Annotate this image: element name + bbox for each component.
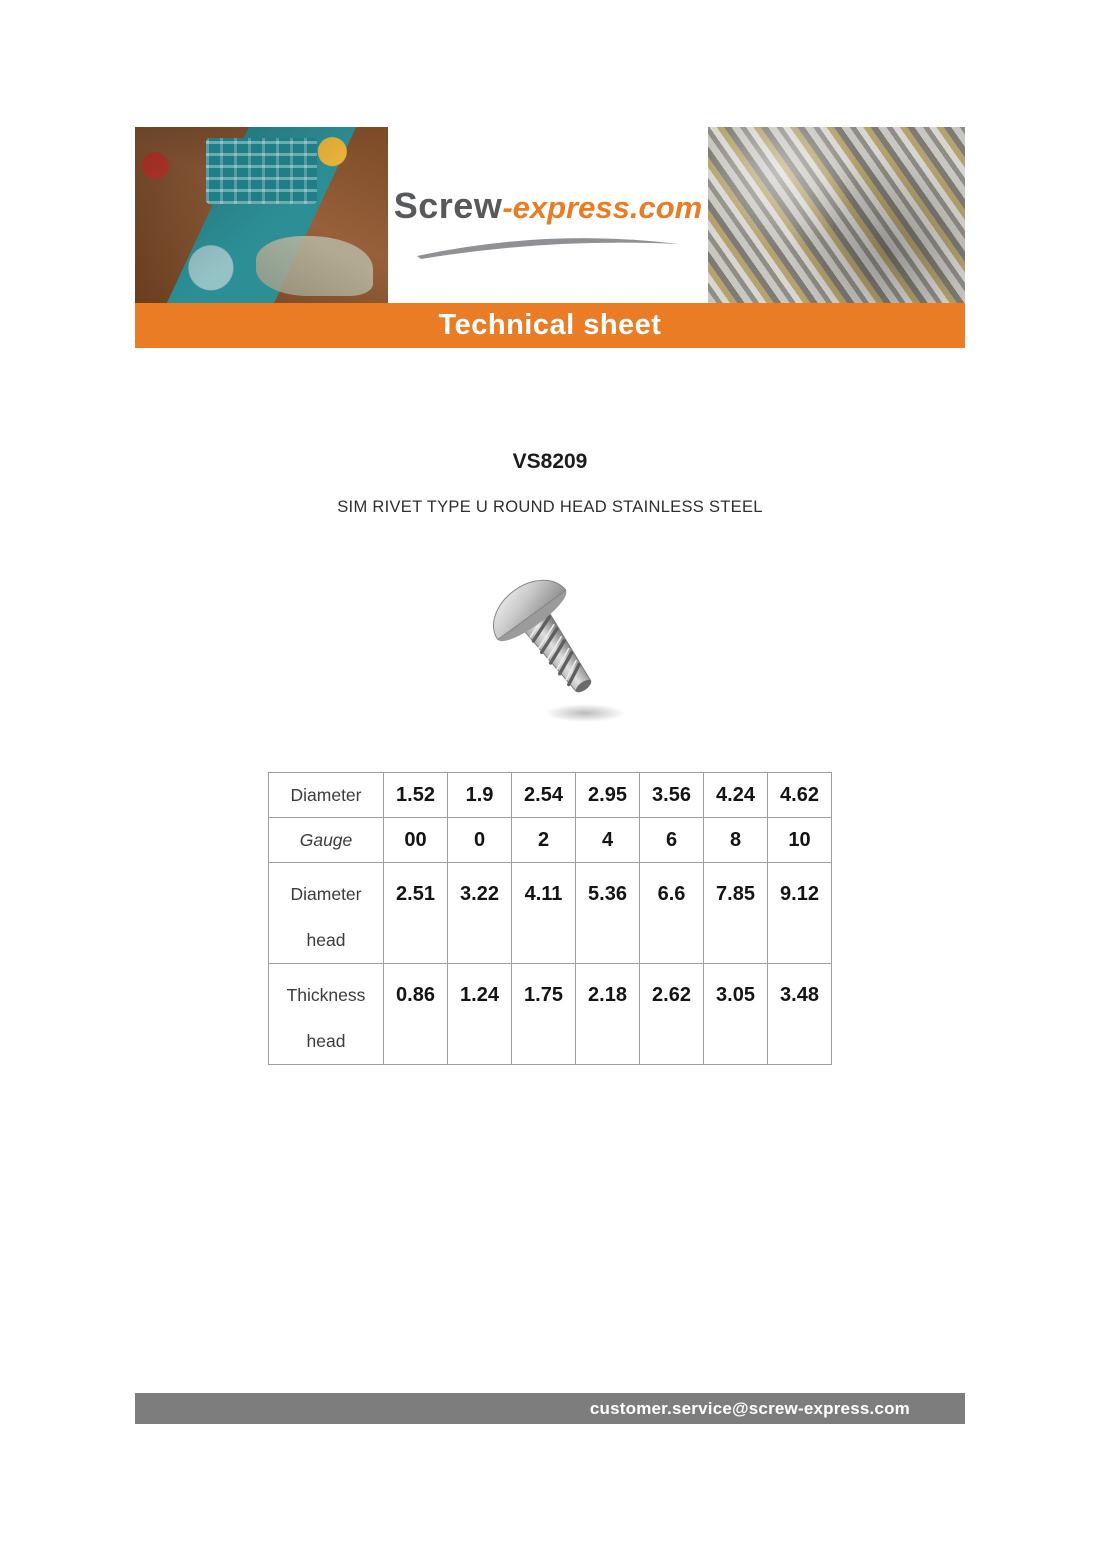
table-cell: 3.56 bbox=[640, 773, 704, 818]
table-cell: 4.24 bbox=[704, 773, 768, 818]
table-cell: 1.52 bbox=[384, 773, 448, 818]
table-cell: 1.24 bbox=[448, 964, 512, 1065]
dimensions-table bbox=[268, 772, 832, 1065]
contact-email: customer.service@screw-express.com bbox=[589, 1398, 910, 1418]
table-cell: 1.75 bbox=[512, 964, 576, 1065]
technical-sheet-page bbox=[135, 127, 965, 1065]
table-cell: 4.62 bbox=[768, 773, 832, 818]
product-name: SIM RIVET TYPE U ROUND HEAD STAINLESS STEEL bbox=[337, 498, 763, 516]
logo-text bbox=[393, 185, 703, 226]
table-cell: 5.36 bbox=[576, 863, 640, 964]
logo-swoosh-icon bbox=[413, 234, 683, 260]
row-label: Thickness head bbox=[269, 964, 384, 1065]
hands-decor bbox=[256, 236, 372, 296]
table-cell: 2.95 bbox=[576, 773, 640, 818]
row-gauge bbox=[269, 818, 832, 863]
table-cell: 2 bbox=[512, 818, 576, 863]
row-diameter bbox=[269, 773, 832, 818]
table-cell: 0.86 bbox=[384, 964, 448, 1065]
row-label: Diameter head bbox=[269, 863, 384, 964]
workbench-photo bbox=[135, 127, 388, 303]
row-label: Diameter bbox=[269, 773, 384, 818]
table-cell: 3.05 bbox=[704, 964, 768, 1065]
logo-part-screw: Screw bbox=[393, 185, 503, 226]
table-cell: 00 bbox=[384, 818, 448, 863]
technical-sheet-bar bbox=[135, 303, 965, 348]
row-label: Gauge bbox=[269, 818, 384, 863]
table-cell: 0 bbox=[448, 818, 512, 863]
footer-bar bbox=[135, 1393, 965, 1424]
table-cell: 10 bbox=[768, 818, 832, 863]
table-cell: 7.85 bbox=[704, 863, 768, 964]
product-code: VS8209 bbox=[512, 450, 588, 473]
table-cell: 1.9 bbox=[448, 773, 512, 818]
table-cell: 2.54 bbox=[512, 773, 576, 818]
table-cell: 3.22 bbox=[448, 863, 512, 964]
row-thickness-head bbox=[269, 964, 832, 1065]
rivet-illustration-icon bbox=[435, 545, 665, 730]
table-cell: 2.51 bbox=[384, 863, 448, 964]
table-cell: 2.62 bbox=[640, 964, 704, 1065]
organizer-tray-decor bbox=[206, 138, 317, 205]
row-diameter-head bbox=[269, 863, 832, 964]
table-cell: 3.48 bbox=[768, 964, 832, 1065]
table-cell: 6.6 bbox=[640, 863, 704, 964]
header-banner bbox=[135, 127, 965, 303]
table-cell: 6 bbox=[640, 818, 704, 863]
logo-part-express: -express.com bbox=[502, 190, 703, 225]
rivet-image bbox=[135, 545, 965, 730]
table-cell: 4 bbox=[576, 818, 640, 863]
screws-pile-photo bbox=[708, 127, 965, 303]
banner-title: Technical sheet bbox=[438, 309, 662, 341]
table-cell: 2.18 bbox=[576, 964, 640, 1065]
table-cell: 4.11 bbox=[512, 863, 576, 964]
table-cell: 8 bbox=[704, 818, 768, 863]
table-cell: 9.12 bbox=[768, 863, 832, 964]
logo bbox=[388, 127, 708, 303]
